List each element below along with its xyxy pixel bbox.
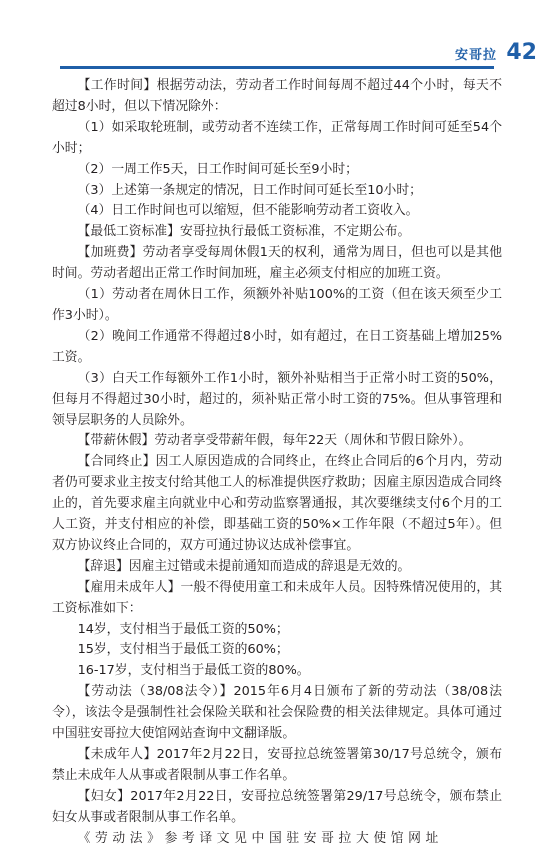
paragraph-age-15: 15岁，支付相当于最低工资的60%； bbox=[77, 642, 289, 658]
paragraph-dismissal: 【辞退】因雇主过错或未提前通知而造成的辞退是无效的。 bbox=[77, 558, 411, 574]
paragraph-overtime: 【加班费】劳动者享受每周休假1天的权利，通常为周日，但也可以是其他时间。劳动者超出正常工作时间加班，雇主必须支付相应的加班工资。 bbox=[52, 245, 502, 282]
paragraph-labour-law: 【劳动法（38/08法令）】2015年6月4日颁布了新的劳动法（38/08法令），该法令是强制性社会保险关联和社会保险费的相关法律规定。具体可通过中国驻安哥拉大使馆网站查询中文翻译版。 bbox=[52, 684, 502, 742]
header-rule bbox=[60, 66, 494, 69]
paragraph-age-14: 14岁，支付相当于最低工资的50%； bbox=[77, 621, 289, 637]
paragraph-working-hours: 【工作时间】根据劳动法，劳动者工作时间每周不超过44个小时，每天不超过8小时，但以下情况除外： bbox=[52, 78, 502, 114]
paragraph-contract-termination: 【合同终止】因工人原因造成的合同终止，在终止合同后的6个月内，劳动者仍可要求业主按支付给其他工人的标准提供医疗救助；因雇主原因造成合同终止的，首先要求雇主向就业中心和劳动监察署通报，其次要继续支付6个月的工人工资，并支付相应的补偿，即基础工资的50%×工作年限（不超过5年）。但双方协议终止合同的，双方可通过协议达成补偿事宜。 bbox=[52, 454, 502, 553]
paragraph-minors: 【雇用未成年人】一般不得使用童工和未成年人员。因特殊情况使用的，其工资标准如下： bbox=[52, 579, 502, 616]
page-header bbox=[0, 0, 559, 80]
body-text bbox=[52, 76, 502, 850]
paragraph-item-1: （1）如采取轮班制，或劳动者不连续工作，正常每周工作时间可延至54个小时； bbox=[52, 119, 502, 156]
paragraph-overtime-2: （2）晚间工作通常不得超过8小时，如有超过，在日工资基础上增加25%工资。 bbox=[52, 328, 502, 365]
paragraph-item-4: （4）日工作时间也可以缩短，但不能影响劳动者工资收入。 bbox=[77, 203, 419, 219]
page-number: 42 bbox=[506, 40, 537, 65]
paragraph-overtime-1: （1）劳动者在周休日工作，须额外补贴100%的工资（但在该天须至少工作3小时）。 bbox=[52, 287, 502, 323]
paragraph-item-3: （3）上述第一条规定的情况，日工作时间可延长至10小时； bbox=[77, 182, 422, 198]
paragraph-paid-leave: 【带薪休假】劳动者享受带薪年假，每年22天（周休和节假日除外）。 bbox=[77, 433, 472, 449]
paragraph-minors-decree: 【未成年人】2017年2月22日，安哥拉总统签署第30/17号总统令，颁布禁止未成年人从事或者限制从事工作名单。 bbox=[52, 747, 502, 783]
paragraph-overtime-3: （3）白天工作每额外工作1小时，额外补贴相当于正常小时工资的50%，但每月不得超过30小时，超过的，须补贴正常小时工资的75%。但从事管理和领导层职务的人员除外。 bbox=[52, 370, 502, 428]
header-title: 安哥拉 bbox=[454, 48, 497, 63]
paragraph-minimum-wage: 【最低工资标准】安哥拉执行最低工资标准，不定期公布。 bbox=[77, 224, 411, 240]
paragraph-reference: 《劳动法》参考译文见中国驻安哥拉大使馆网址 bbox=[77, 830, 443, 846]
paragraph-women-decree: 【妇女】2017年2月22日，安哥拉总统签署第29/17号总统令，颁布禁止妇女从事或者限制从事工作名单。 bbox=[52, 788, 502, 825]
paragraph-age-16-17: 16-17岁，支付相当于最低工资的80%。 bbox=[77, 663, 310, 679]
paragraph-item-2: （2）一周工作5天，日工作时间可延长至9小时； bbox=[77, 161, 358, 177]
